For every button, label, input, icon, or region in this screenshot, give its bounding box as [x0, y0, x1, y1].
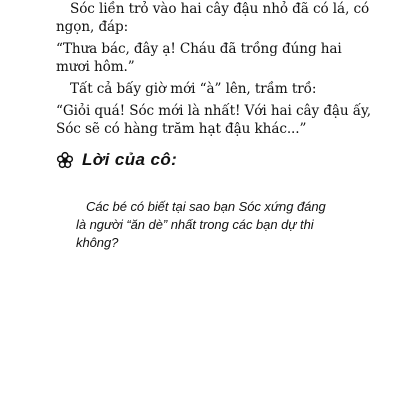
teacher-note-line: không?	[76, 235, 119, 250]
story-paragraph: “Giỏi quá! Sóc mới là nhất! Với hai cây đậu ấy, Sóc sẽ có hàng trăm hạt đậu khác...”	[56, 103, 372, 137]
story-paragraph: Sóc liền trỏ vào hai cây đậu nhỏ đã có lá, có ngọn, đáp:	[56, 1, 370, 35]
flower-icon	[56, 151, 74, 169]
section-heading	[56, 150, 177, 170]
story-text	[56, 0, 376, 138]
teacher-note-line: Các bé có biết tại sao bạn Sóc xứng đáng	[86, 199, 326, 214]
teacher-note	[76, 198, 376, 252]
story-paragraph: Tất cả bấy giờ mới “à” lên, trầm trồ:	[70, 81, 317, 97]
section-title: Lời của cô:	[82, 150, 178, 169]
teacher-note-line: là người “ăn dè” nhất trong các bạn dự thi	[76, 217, 314, 232]
story-paragraph: “Thưa bác, đây ạ! Cháu đã trồng đúng hai mươi hôm.”	[56, 41, 342, 75]
